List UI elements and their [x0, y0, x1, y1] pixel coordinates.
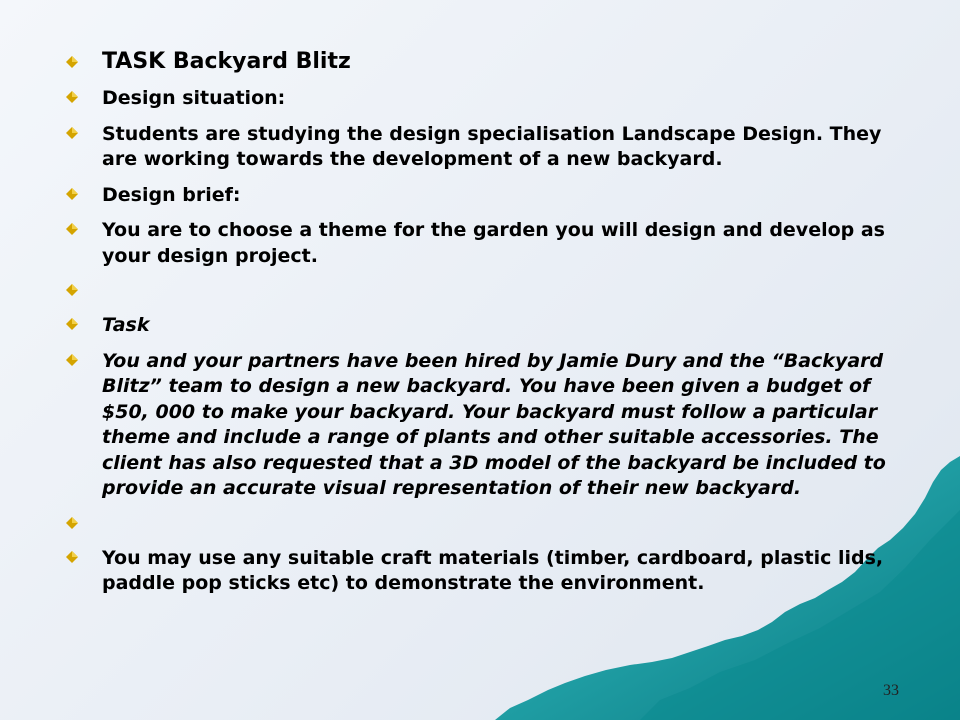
bullet-item — [66, 86, 916, 112]
diamond-bullet-icon — [66, 313, 102, 330]
bullet-item — [66, 183, 916, 209]
bullet-text: TASK Backyard Blitz — [102, 49, 351, 74]
diamond-bullet-icon — [66, 512, 102, 529]
diamond-bullet-icon — [66, 86, 102, 103]
bullet-item — [66, 546, 916, 597]
bullet-item — [66, 122, 916, 173]
bullet-item — [66, 512, 916, 536]
diamond-bullet-icon — [66, 349, 102, 366]
slide-content — [66, 48, 916, 607]
diamond-bullet-icon — [66, 218, 102, 235]
bullet-item — [66, 313, 916, 339]
bullet-text: Design situation: — [102, 87, 286, 109]
diamond-bullet-icon — [66, 546, 102, 563]
bullet-text: You are to choose a theme for the garden you will design and develop as your design project. — [102, 219, 885, 267]
bullet-text: Students are studying the design specialisation Landscape Design. They are working towards the development of a new backyard. — [102, 122, 882, 170]
bullet-item — [66, 349, 916, 502]
diamond-bullet-icon — [66, 122, 102, 139]
bullet-text: You and your partners have been hired by Jamie Dury and the “Backyard Blitz” team to design a new backyard. You have been given a budget of $50, 000 to make your backyard. Your backyard must follow a particular theme and include a range of plants and other suitable accessories. The client has also requested that a 3D model of the backyard be included to provide an accurate visual representation of their new backyard. — [102, 349, 886, 499]
bullet-item — [66, 48, 916, 76]
diamond-bullet-icon — [66, 48, 102, 68]
diamond-bullet-icon — [66, 183, 102, 200]
diamond-bullet-icon — [66, 279, 102, 296]
bullet-text: Design brief: — [102, 183, 241, 206]
bullet-item — [66, 279, 916, 303]
bullet-text: You may use any suitable craft materials (timber, cardboard, plastic lids, paddle pop sticks etc) to demonstrate the environment. — [102, 546, 884, 594]
page-number: 33 — [883, 682, 899, 699]
bullet-text: Task — [102, 314, 150, 336]
bullet-item — [66, 218, 916, 269]
